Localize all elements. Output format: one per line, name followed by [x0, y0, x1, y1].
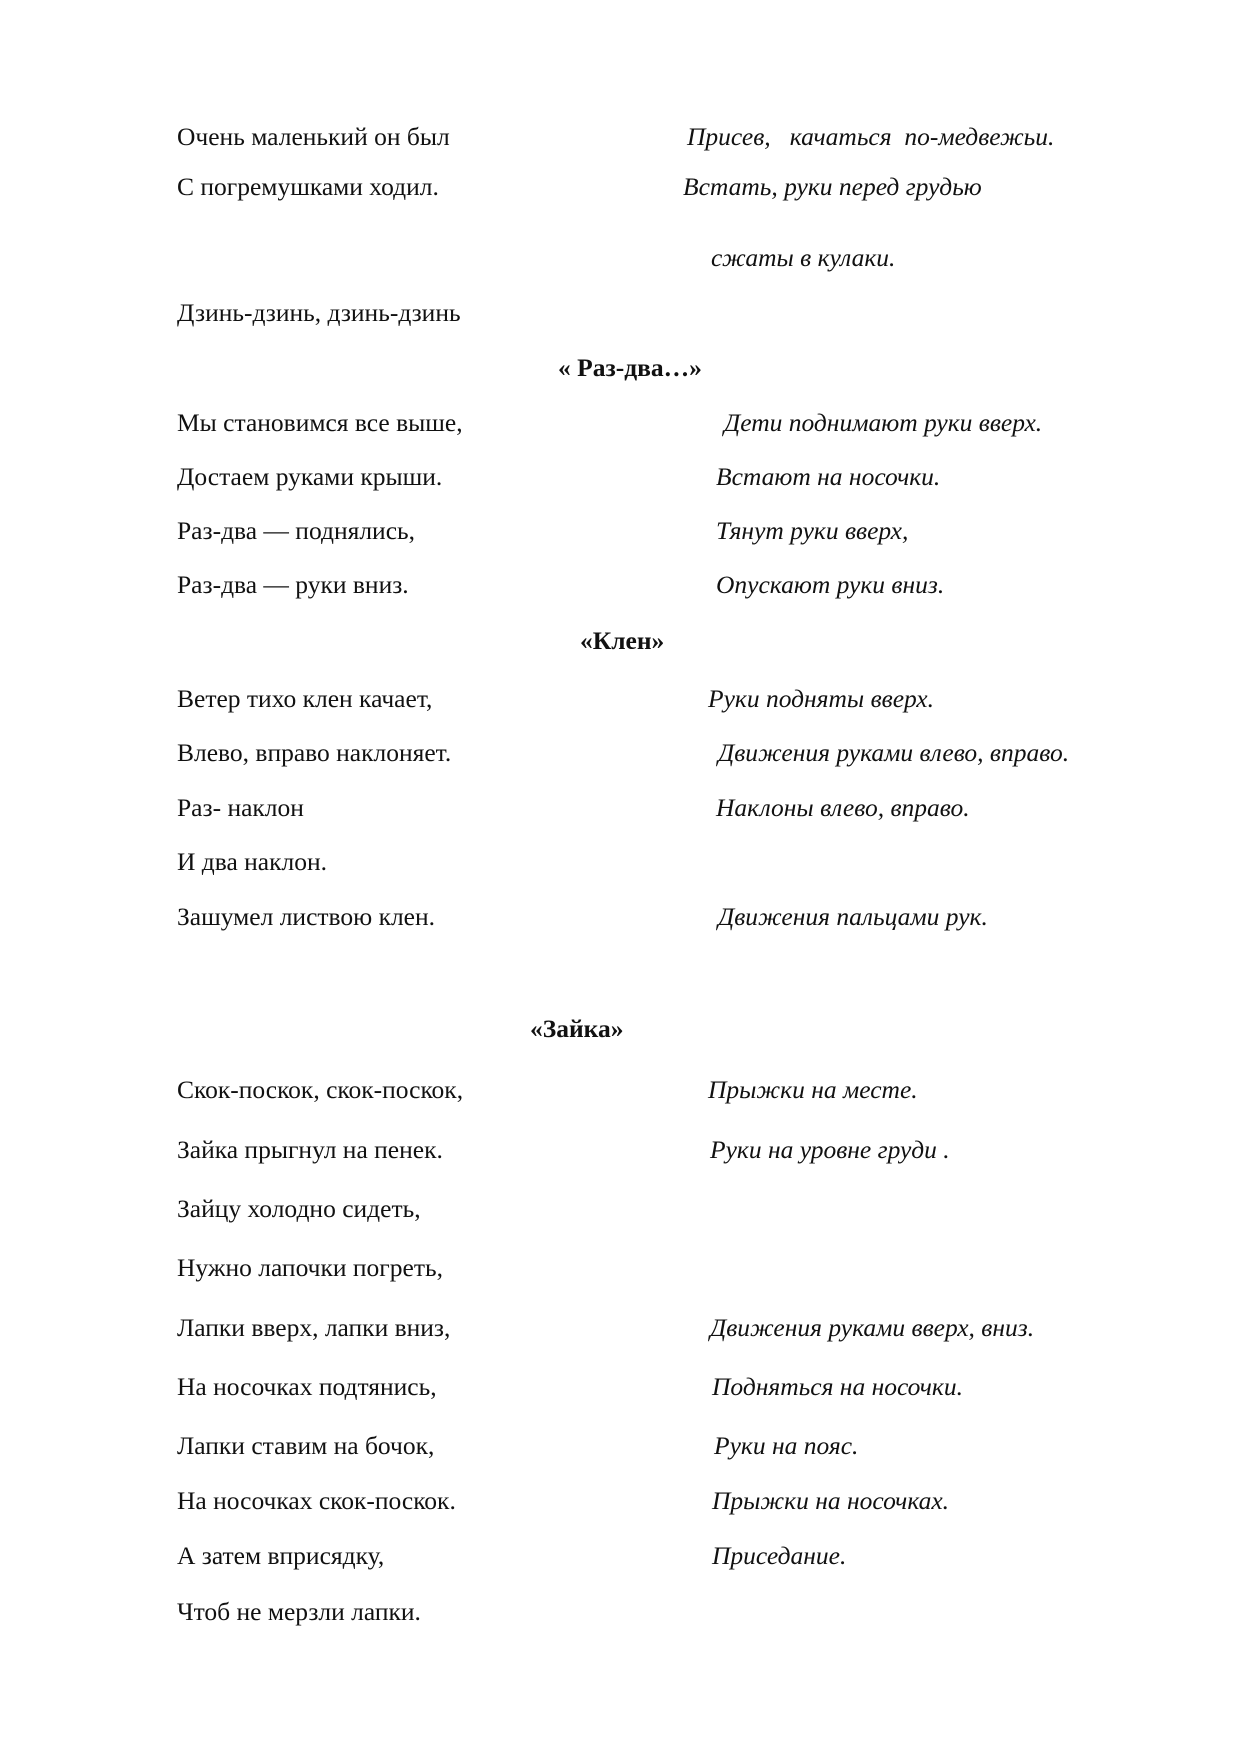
poem-line: С погремушками ходил.: [177, 172, 439, 201]
poem-line: Дзинь-дзинь, дзинь-дзинь: [177, 298, 461, 327]
section-title: «Зайка»: [530, 1014, 624, 1043]
movement-line: Тянут руки вверх,: [716, 516, 909, 545]
movement-line: Прыжки на носочках.: [712, 1486, 950, 1515]
movement-line: Дети поднимают руки вверх.: [724, 408, 1043, 437]
poem-line: А затем вприсядку,: [177, 1541, 385, 1570]
poem-line: Зашумел листвою клен.: [177, 902, 436, 931]
poem-line: Мы становимся все выше,: [177, 408, 463, 437]
poem-line: Зайка прыгнул на пенек.: [177, 1135, 443, 1164]
poem-line: Очень маленький он был: [177, 122, 450, 151]
poem-line: Зайцу холодно сидеть,: [177, 1194, 421, 1223]
movement-line: Прыжки на месте.: [708, 1075, 918, 1104]
movement-line: Движения пальцами рук.: [718, 902, 988, 931]
movement-line: Встать, руки перед грудью: [683, 172, 982, 201]
movement-line: Руки на уровне груди .: [710, 1135, 950, 1164]
poem-line: На носочках подтянись,: [177, 1372, 437, 1401]
poem-line: Раз-два — поднялись,: [177, 516, 416, 545]
movement-line: Движения руками вверх, вниз.: [710, 1313, 1035, 1342]
poem-line: Скок-поскок, скок-поскок,: [177, 1075, 464, 1104]
movement-line: Опускают руки вниз.: [716, 570, 945, 599]
movement-line: Движения руками влево, вправо.: [718, 738, 1070, 767]
poem-line: Раз-два — руки вниз.: [177, 570, 409, 599]
section-title: «Клен»: [580, 626, 665, 655]
movement-line: Руки на пояс.: [714, 1431, 859, 1460]
poem-line: Лапки ставим на бочок,: [177, 1431, 435, 1460]
poem-line: Влево, вправо наклоняет.: [177, 738, 452, 767]
poem-line: Раз- наклон: [177, 793, 304, 822]
movement-line: Приседание.: [712, 1541, 847, 1570]
movement-line: Наклоны влево, вправо.: [716, 793, 970, 822]
poem-line: Ветер тихо клен качает,: [177, 684, 433, 713]
poem-line: Чтоб не мерзли лапки.: [177, 1597, 421, 1626]
poem-line: Нужно лапочки погреть,: [177, 1253, 443, 1282]
section-title: « Раз-два…»: [558, 353, 702, 382]
poem-line: На носочках скок-поскок.: [177, 1486, 456, 1515]
movement-line: Встают на носочки.: [716, 462, 941, 491]
poem-line: Достаем руками крыши.: [177, 462, 443, 491]
movement-line: Руки подняты вверх.: [708, 684, 934, 713]
movement-line: Подняться на носочки.: [712, 1372, 963, 1401]
poem-line: Лапки вверх, лапки вниз,: [177, 1313, 451, 1342]
movement-line: сжаты в кулаки.: [711, 243, 896, 272]
movement-line: Присев, качаться по-медвежьи.: [687, 122, 1055, 151]
poem-line: И два наклон.: [177, 847, 328, 876]
